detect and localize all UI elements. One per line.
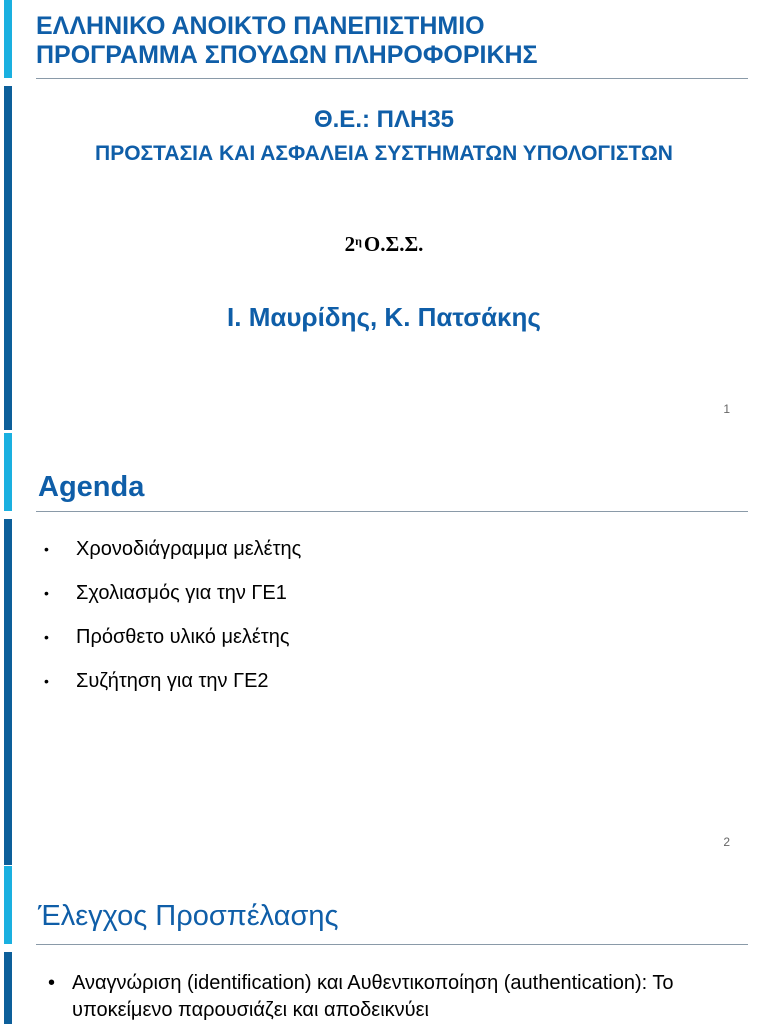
bullet-icon: • xyxy=(48,972,56,994)
accent-bar-side xyxy=(4,952,12,1024)
slide-title: Έλεγχος Προσπέλασης xyxy=(38,900,339,932)
slide-2 xyxy=(0,433,768,865)
slide-title: Agenda xyxy=(38,471,145,503)
slide-number: 2 xyxy=(723,835,730,849)
list-item xyxy=(40,577,301,621)
accent-bar-side xyxy=(4,86,12,430)
meeting-superscript: η xyxy=(355,234,362,248)
authors: Ι. Μαυρίδης, Κ. Πατσάκης xyxy=(227,302,541,332)
accent-bar-top xyxy=(4,0,12,78)
header-divider xyxy=(36,78,748,79)
accent-bar-side xyxy=(4,519,12,865)
accent-bar-top xyxy=(4,433,12,511)
agenda-list xyxy=(40,533,301,709)
list-item xyxy=(40,621,301,665)
list-item xyxy=(40,665,301,709)
slide-1 xyxy=(0,0,768,432)
list-item-text: Σχολιασμός για την ΓΕ1 xyxy=(76,582,287,604)
bullet-icon: • xyxy=(44,585,49,601)
bullet-icon: • xyxy=(44,629,49,645)
list-item xyxy=(40,533,301,577)
organization-header xyxy=(36,12,538,70)
org-line-2: ΠΡΟΓΡΑΜΜΑ ΣΠΟΥΔΩΝ ΠΛΗΡΟΦΟΡΙΚΗΣ xyxy=(36,41,538,69)
list-item-text: Αναγνώριση (identification) και Αυθεντικοποίηση (authentication): Το υποκείμενο παρουσιάζει και αποδεικνύει xyxy=(72,972,674,1021)
org-line-1: ΕΛΛΗΝΙΚΟ ΑΝΟΙΚΤΟ ΠΑΝΕΠΙΣΤΗΜΙΟ xyxy=(36,12,485,40)
accent-bar-top xyxy=(4,866,12,944)
meeting-label: Ο.Σ.Σ. xyxy=(363,232,424,256)
course-title: ΠΡΟΣΤΑΣΙΑ ΚΑΙ ΑΣΦΑΛΕΙΑ ΣΥΣΤΗΜΑΤΩΝ ΥΠΟΛΟΓΙΣΤΩΝ xyxy=(95,142,673,165)
slide-number: 1 xyxy=(723,402,730,416)
list-item-text: Συζήτηση για την ΓΕ2 xyxy=(76,670,269,692)
list-item-text: Χρονοδιάγραμμα μελέτης xyxy=(76,538,302,560)
title-divider xyxy=(36,511,748,512)
list-item xyxy=(48,970,748,1024)
course-code: Θ.Ε.: ΠΛΗ35 xyxy=(313,106,455,133)
bullet-icon: • xyxy=(44,541,49,557)
bullet-icon: • xyxy=(44,673,49,689)
meeting-title xyxy=(0,232,768,257)
slide-3 xyxy=(0,866,768,1024)
title-divider xyxy=(36,944,748,945)
list-item-text: Πρόσθετο υλικό μελέτης xyxy=(76,626,290,648)
meeting-number: 2 xyxy=(344,232,356,256)
